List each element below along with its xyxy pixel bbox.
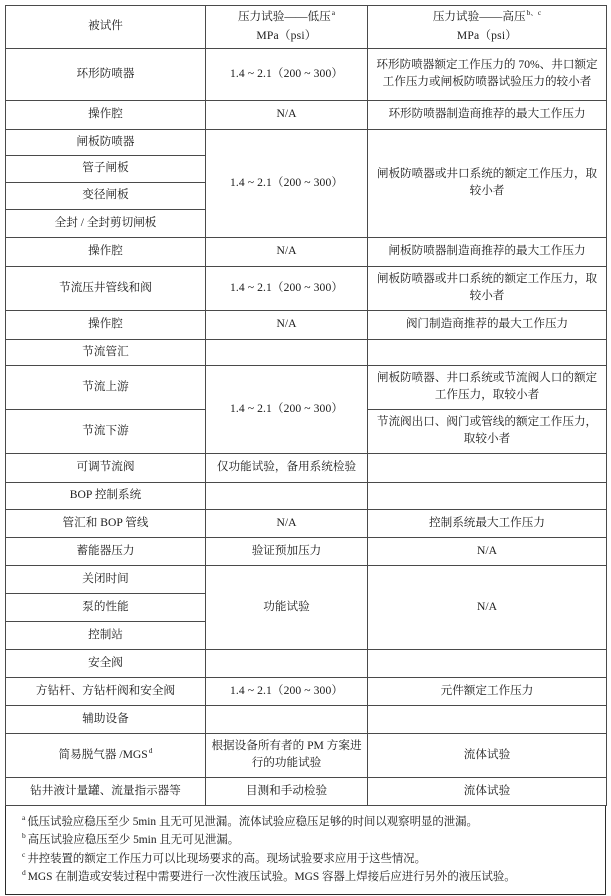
row-item-operating-chamber-3: 操作腔 [6,310,206,339]
footnote-mark-b: b [22,831,26,841]
cell-high-accumulator-pressure: N/A [368,537,607,565]
table-row [6,129,607,155]
table-row [6,453,607,482]
table-row [6,339,607,365]
table-row [6,310,607,339]
footnotes-block [5,806,606,896]
footnote-b [22,831,596,849]
row-item-ram-bop: 闸板防喷器 [6,129,206,155]
table-row [6,733,607,777]
footnote-marker-bc: b、c [526,8,542,18]
cell-high-kelly-valve: 元件额定工作压力 [368,677,607,705]
cell-high-choke-manifold [368,339,607,365]
row-item-operating-chamber-1: 操作腔 [6,100,206,129]
cell-low-ram-group: 1.4 ~ 2.1（200 ~ 300） [206,129,368,237]
header-low-line1: 压力试验——低压$^a$ [237,8,336,23]
table-row [6,509,607,537]
row-item-pipe-ram: 管子闸板 [6,155,206,182]
cell-high-mgs: 流体试验 [368,733,607,777]
cell-high-choke-downstream: 节流阀出口、阀门或管线的额定工作压力，取较小者 [368,409,607,453]
cell-low-bop-control-system [206,482,368,509]
cell-low-manifold-bop-lines: N/A [206,509,368,537]
cell-low-auxiliary-equipment [206,705,368,733]
row-item-bop-control-system: BOP 控制系统 [6,482,206,509]
row-item-operating-chamber-2: 操作腔 [6,237,206,266]
row-item-manifold-bop-lines: 管汇和 BOP 管线 [6,509,206,537]
cell-low-function-test-group: 功能试验 [206,565,368,649]
header-high-line2: MPa（psi） [456,28,518,42]
row-item-variable-ram: 变径闸板 [6,182,206,209]
row-item-control-station: 控制站 [6,621,206,649]
row-item-kelly-valve-safety-valve: 方钻杆、方钻杆阀和安全阀 [6,677,206,705]
footnote-d [22,868,596,886]
table-row [6,537,607,565]
cell-high-choke-upstream: 闸板防喷器、井口系统或节流阀人口的额定工作压力，取较小者 [368,365,607,409]
cell-high-auxiliary-equipment [368,705,607,733]
row-item-choke-upstream: 节流上游 [6,365,206,409]
row-item-choke-downstream: 节流下游 [6,409,206,453]
table-row [6,482,607,509]
table-header [6,6,607,49]
header-cell-low-pressure [206,6,368,49]
cell-low-accumulator-pressure: 验证预加压力 [206,537,368,565]
row-item-annular-bop: 环形防喷器 [6,48,206,100]
pressure-test-table [5,5,607,806]
footnote-mark-a: a [22,812,26,822]
cell-low-mgs: 根据设备所有者的 PM 方案进行的功能试验 [206,733,368,777]
cell-high-operating-chamber-3: 阀门制造商推荐的最大工作压力 [368,310,607,339]
row-item-safety-valve: 安全阀 [6,649,206,677]
row-item-blind-shear-ram: 全封 / 全封剪切闸板 [6,209,206,237]
table-row [6,565,607,593]
row-item-auxiliary-equipment: 辅助设备 [6,705,206,733]
cell-high-adjustable-choke [368,453,607,482]
cell-high-ram-group: 闸板防喷器或井口系统的额定工作压力，取较小者 [368,129,607,237]
footnote-marker-d: d [148,745,153,755]
row-item-mgs [6,733,206,777]
cell-low-choke-manifold [206,339,368,365]
cell-low-annular-bop: 1.4 ~ 2.1（200 ~ 300） [206,48,368,100]
table-row [6,237,607,266]
table-row [6,777,607,805]
footnote-marker-a: a [331,8,336,18]
footnote-d-text: MGS 在制造或安装过程中需要进行一次性液压试验。MGS 容器上焊接后应进行另外的液压试验。 [27,871,516,883]
table-row [6,48,607,100]
row-item-adjustable-choke: 可调节流阀 [6,453,206,482]
row-item-mud-tank-flow-indicator: 钻井液计量罐、流量指示器等 [6,777,206,805]
row-item-pump-performance: 泵的性能 [6,593,206,621]
cell-high-bop-control-system [368,482,607,509]
header-cell-high-pressure [368,6,607,49]
table-body [6,48,607,805]
cell-low-choke-updown: 1.4 ~ 2.1（200 ~ 300） [206,365,368,453]
table-row [6,266,607,310]
row-item-closing-time: 关闭时间 [6,565,206,593]
cell-low-mud-tank: 目测和手动检验 [206,777,368,805]
footnote-c-text: 井控装置的额定工作压力可以比现场要求的高。现场试验要求应用于这些情况。 [27,852,427,865]
row-item-choke-kill-line: 节流压井管线和阀 [6,266,206,310]
cell-low-safety-valve [206,649,368,677]
footnote-c [22,850,596,868]
header-row [6,6,607,49]
footnote-a-text: 低压试验应稳压至少 5min 且无可见泄漏。流体试验应稳压足够的时间以观察明显的泄漏。 [27,815,478,828]
cell-high-annular-bop: 环形防喷器额定工作压力的 70%、井口额定工作压力或闸板防喷器试验压力的较小者 [368,48,607,100]
row-item-choke-manifold: 节流管汇 [6,339,206,365]
footnote-b-text: 高压试验应稳压至少 5min 且无可见泄漏。 [27,834,240,847]
cell-low-operating-chamber-2: N/A [206,237,368,266]
cell-high-operating-chamber-2: 闸板防喷器制造商推荐的最大工作压力 [368,237,607,266]
row-item-accumulator-pressure: 蓄能器压力 [6,537,206,565]
table-row [6,365,607,409]
cell-low-adjustable-choke: 仅功能试验，备用系统检验 [206,453,368,482]
row-item-mgs-label: 简易脱气器 /MGS [58,747,148,761]
cell-low-kelly-valve: 1.4 ~ 2.1（200 ~ 300） [206,677,368,705]
table-row [6,649,607,677]
cell-low-choke-kill-line: 1.4 ~ 2.1（200 ~ 300） [206,266,368,310]
table-row [6,705,607,733]
footnote-mark-c: c [22,849,26,859]
cell-high-operating-chamber-1: 环形防喷器制造商推荐的最大工作压力 [368,100,607,129]
footnote-a [22,813,596,831]
footnote-mark-d: d [22,868,26,878]
cell-high-choke-kill-line: 闸板防喷器或井口系统的额定工作压力，取较小者 [368,266,607,310]
cell-low-operating-chamber-3: N/A [206,310,368,339]
cell-high-mud-tank: 流体试验 [368,777,607,805]
cell-high-function-test-group: N/A [368,565,607,649]
table-row [6,100,607,129]
header-low-line2: MPa（psi） [256,28,317,42]
header-cell-item: 被试件 [6,6,206,49]
header-high-line1: 压力试验——高压$^{b、c}$ [432,8,542,23]
cell-high-manifold-bop-lines: 控制系统最大工作压力 [368,509,607,537]
table-row [6,677,607,705]
cell-high-safety-valve [368,649,607,677]
cell-low-operating-chamber-1: N/A [206,100,368,129]
